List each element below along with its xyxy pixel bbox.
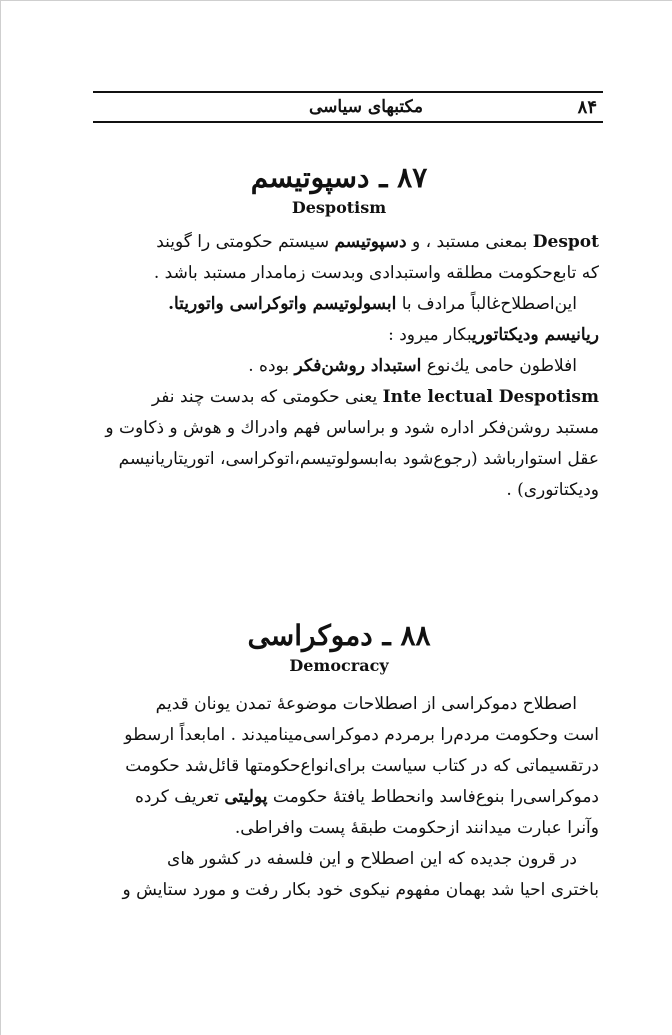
page-number: ۸۴: [577, 96, 597, 118]
text: درتقسیماتی که در کتاب سیاست برای‌انواع‌حکومتها قائل‌شد حکومت: [125, 756, 599, 776]
text: ودیکتاتوری) .: [506, 480, 599, 500]
paragraph: [79, 227, 599, 289]
text: که تابع‌حکومت مطلقه واستبدادی وبدست زمامدار مستبد باشد .: [153, 263, 599, 283]
bold-term: استبداد روشن‌فکر: [294, 356, 422, 376]
section-title: ۸۸ ـ دموکراسی: [247, 619, 431, 652]
text: در قرون جدیده که این اصطلاح و این فلسفه در کشور های: [167, 849, 577, 869]
text: عقل استوارباشد (رجوع‌شود به‌ابسولوتیسم،اتوکراسی، اتوریتاریانیسم: [118, 449, 599, 469]
text: افلاطون حامی یك‌نوع: [421, 356, 577, 376]
section-latin-title: Democracy: [289, 656, 389, 675]
text: بمعنی مستبد ، و: [406, 232, 533, 252]
text: اصطلاح دموکراسی از اصطلاحات موضوعهٔ تمدن یونان قدیم: [155, 694, 577, 714]
paragraph: [79, 844, 599, 906]
section-latin-title: Despotism: [291, 198, 387, 217]
section-title: ۸۷ ـ دسپوتیسم: [250, 161, 428, 194]
paragraph: [79, 289, 599, 351]
text: وآنرا عبارت میدانند ازحکومت طبقهٔ پست وافراطی.: [234, 818, 599, 838]
bold-term: ریانیسم ودیکتاتوری: [471, 325, 599, 345]
text: یعنی حکومتی که بدست چند نفر: [151, 387, 383, 407]
paragraph: [79, 351, 599, 382]
bold-term: دسپوتیسم: [334, 232, 407, 252]
text: این‌اصطلاح‌غالباً مرادف با: [396, 294, 577, 314]
page-header: [93, 91, 603, 123]
text: دموکراسی‌را بنوع‌فاسد وانحطاط یافتهٔ حکومت: [267, 787, 599, 807]
text: سیستم حکومتی را گویند: [156, 232, 335, 252]
section-despotism: [79, 161, 599, 506]
text: تعریف کرده: [134, 787, 225, 807]
latin-term: Despot: [532, 232, 599, 252]
text: باختری احیا شد بهمان مفهوم نیکوی خود بکار رفت و مورد ستایش و: [122, 880, 599, 900]
text: بکار میرود :: [388, 325, 472, 345]
running-title: مکتبهای سیاسی: [309, 97, 423, 117]
text: است وحکومت مردم‌را برمردم دموکراسی‌مینامیدند . امابعداً ارسطو: [124, 725, 599, 745]
section-democracy: [79, 619, 599, 906]
bold-term: ابسولوتیسم واتوکراسی واتوریتا.: [168, 294, 397, 314]
text: مستبد روشن‌فکر اداره شود و براساس فهم وادراك و هوش و ذکاوت و: [105, 418, 599, 438]
latin-term: Inte lectual Despotism: [382, 387, 599, 407]
paragraph: [79, 382, 599, 506]
paragraph: [79, 689, 599, 844]
text: بوده .: [248, 356, 295, 376]
bold-term: پولیتی: [224, 787, 268, 807]
